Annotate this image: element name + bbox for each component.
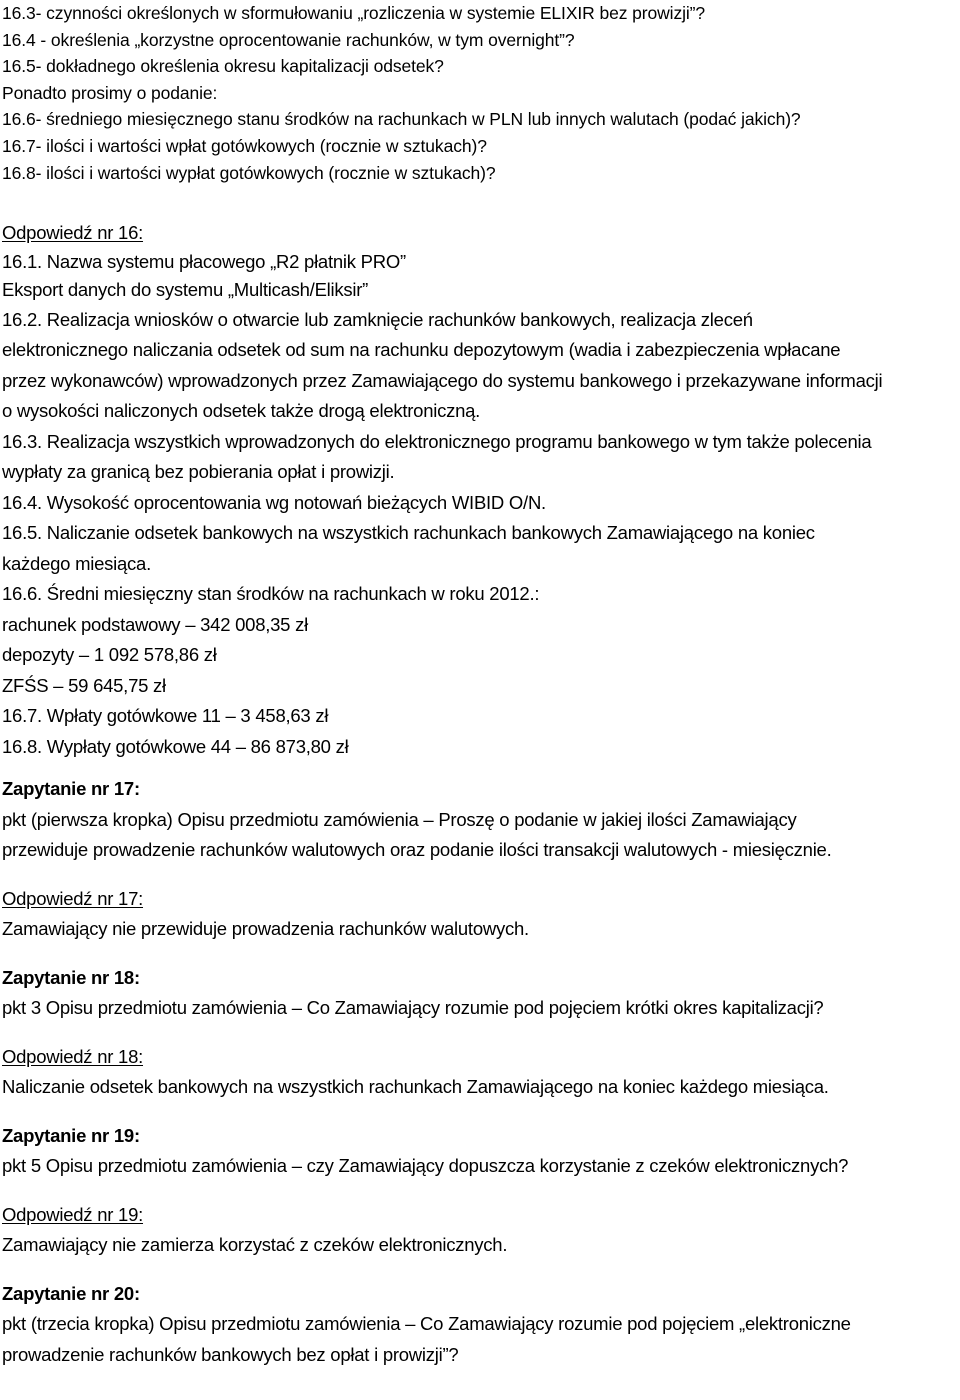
answer-16 [2,219,957,762]
question-18 [2,963,957,1024]
question-line: 16.6- średniego miesięcznego stanu środków na rachunkach w PLN lub innych walutach (podać jakich)? [2,109,801,130]
question-line: 16.8- ilości i wartości wypłat gotówkowych (rocznie w sztukach)? [2,162,496,183]
question-line: prowadzenie rachunków bankowych bez opłat i prowizji”? [2,1343,459,1365]
answer-17-heading: Odpowiedź nr 17: [2,887,144,909]
question-line: pkt 5 Opisu przedmiotu zamówienia – czy Zamawiający dopuszcza korzystanie z czeków elektronicznych? [2,1155,849,1176]
question-line: pkt 3 Opisu przedmiotu zamówienia – Co Zamawiający rozumie pod pojęciem krótki okres kapitalizacji? [2,997,824,1018]
answer-line: 16.8. Wypłaty gotówkowe 44 – 86 873,80 zł [2,735,349,757]
question-18-heading: Zapytanie nr 18: [2,966,140,988]
answer-16-heading: Odpowiedź nr 16: [2,222,144,243]
answer-line: Zamawiający nie zamierza korzystać z czeków elektronicznych. [2,1234,508,1255]
answer-line: Eksport danych do systemu „Multicash/Eliksir” [2,279,369,300]
question-line: Ponadto prosimy o podanie: [2,82,218,103]
question-line: 16.3- czynności określonych w sformułowaniu „rozliczenia w systemie ELIXIR bez prowizji”? [2,3,706,23]
answer-line: 16.6. Średni miesięczny stan środków na rachunkach w roku 2012.: [2,583,540,604]
question-17 [2,774,957,866]
answer-line: rachunek podstawowy – 342 008,35 zł [2,613,308,635]
question-line: pkt (trzecia kropka) Opisu przedmiotu zamówienia – Co Zamawiający rozumie pod pojęciem „elektroniczne [2,1313,851,1334]
answer-line: Naliczanie odsetek bankowych na wszystkich rachunkach Zamawiającego na koniec każdego miesiąca. [2,1076,829,1097]
answer-18 [2,1042,957,1103]
question-20-heading: Zapytanie nr 20: [2,1282,140,1304]
question-17-heading: Zapytanie nr 17: [2,778,140,799]
answer-line: przez wykonawców) wprowadzonych przez Zamawiającego do systemu bankowego i przekazywane informacji [2,369,883,391]
answer-line: 16.3. Realizacja wszystkich wprowadzonych do elektronicznego programu bankowego w tym także polecenia [2,430,872,452]
answer-18-heading: Odpowiedź nr 18: [2,1045,144,1067]
answer-17 [2,884,957,945]
answer-line: elektronicznego naliczania odsetek od sum na rachunku depozytowym (wadia i zabezpieczenia wpłacane [2,339,841,360]
question-line: 16.7- ilości i wartości wpłat gotówkowych (rocznie w sztukach)? [2,135,487,156]
question-line: 16.5- dokładnego określenia okresu kapitalizacji odsetek? [2,56,444,77]
answer-line: każdego miesiąca. [2,552,151,574]
question-16-points [2,0,952,186]
answer-19 [2,1200,957,1261]
answer-line: wypłaty za granicą bez pobierania opłat i prowizji. [2,461,395,482]
answer-line: 16.1. Nazwa systemu płacowego „R2 płatnik PRO” [2,250,406,272]
main-content [2,219,957,1370]
answer-line: 16.2. Realizacja wniosków o otwarcie lub zamknięcie rachunków bankowych, realizacja zleceń [2,308,753,330]
answer-line: depozyty – 1 092 578,86 zł [2,644,217,665]
answer-line: ZFŚS – 59 645,75 zł [2,674,166,696]
answer-line: 16.5. Naliczanie odsetek bankowych na wszystkich rachunkach bankowych Zamawiającego na koniec [2,522,815,543]
question-line: pkt (pierwsza kropka) Opisu przedmiotu zamówienia – Proszę o podanie w jakiej ilości Zamawiający [2,808,797,830]
question-line: 16.4 - określenia „korzystne oprocentowanie rachunków, w tym overnight”? [2,29,575,50]
question-19 [2,1121,957,1182]
answer-line: o wysokości naliczonych odsetek także drogą elektroniczną. [2,400,481,421]
answer-line: Zamawiający nie przewiduje prowadzenia rachunków walutowych. [2,918,529,939]
answer-19-heading: Odpowiedź nr 19: [2,1203,144,1225]
answer-line: 16.4. Wysokość oprocentowania wg notowań bieżących WIBID O/N. [2,491,546,513]
question-line: przewiduje prowadzenie rachunków walutowych oraz podanie ilości transakcji walutowych - miesięcznie. [2,839,832,860]
answer-line: 16.7. Wpłaty gotówkowe 11 – 3 458,63 zł [2,705,329,726]
question-19-heading: Zapytanie nr 19: [2,1124,140,1146]
question-20 [2,1279,957,1371]
